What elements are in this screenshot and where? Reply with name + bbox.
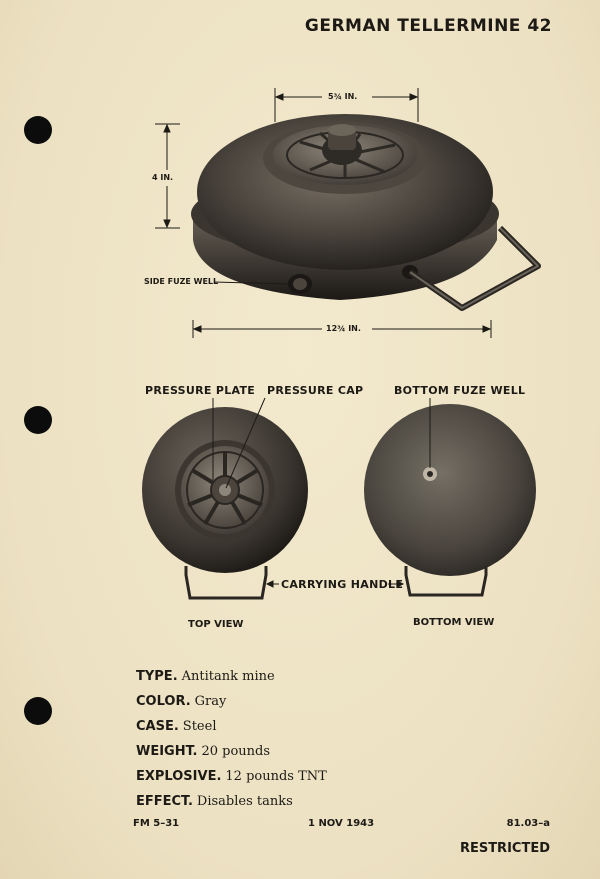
top-view-photo bbox=[142, 407, 308, 598]
spec-color bbox=[136, 691, 327, 716]
spec-list bbox=[136, 666, 327, 816]
spec-value: Disables tanks bbox=[196, 794, 293, 809]
spec-value: 20 pounds bbox=[201, 744, 271, 759]
spec-key: COLOR. bbox=[136, 694, 191, 709]
spec-explosive bbox=[136, 766, 327, 791]
spec-value: 12 pounds TNT bbox=[225, 769, 327, 784]
height-label: 4 IN. bbox=[152, 173, 174, 182]
mine-perspective-photo bbox=[191, 114, 538, 308]
bottom-view-photo bbox=[364, 404, 536, 595]
page-title: GERMAN TELLERMINE 42 bbox=[304, 16, 552, 36]
side-fuze-well-label: SIDE FUZE WELL bbox=[144, 277, 219, 286]
publication-date: 1 NOV 1943 bbox=[308, 818, 375, 829]
bottom-view-label: BOTTOM VIEW bbox=[413, 617, 495, 628]
spec-key: CASE. bbox=[136, 719, 179, 734]
spec-key: EXPLOSIVE. bbox=[136, 769, 222, 784]
page-code: 81.03–a bbox=[506, 818, 550, 829]
bottom-fuze-well-label: BOTTOM FUZE WELL bbox=[394, 384, 526, 397]
spec-key: EFFECT. bbox=[136, 794, 193, 809]
spec-key: WEIGHT. bbox=[136, 744, 198, 759]
carrying-handle-label: CARRYING HANDLE bbox=[281, 578, 404, 591]
spec-type bbox=[136, 666, 327, 691]
field-manual-number: FM 5–31 bbox=[133, 818, 180, 829]
spec-case bbox=[136, 716, 327, 741]
top-view-label: TOP VIEW bbox=[188, 619, 244, 630]
spec-value: Antitank mine bbox=[181, 669, 275, 684]
top-width-label: 5¾ IN. bbox=[328, 92, 358, 101]
spec-value: Gray bbox=[194, 694, 227, 709]
diameter-label: 12¾ IN. bbox=[326, 324, 361, 333]
spec-key: TYPE. bbox=[136, 669, 178, 684]
pressure-plate-label: PRESSURE PLATE bbox=[145, 384, 256, 397]
spec-weight bbox=[136, 741, 327, 766]
spec-value: Steel bbox=[182, 719, 217, 734]
pressure-cap-label: PRESSURE CAP bbox=[267, 384, 364, 397]
classification-marking: RESTRICTED bbox=[459, 841, 550, 856]
spec-effect bbox=[136, 791, 327, 816]
